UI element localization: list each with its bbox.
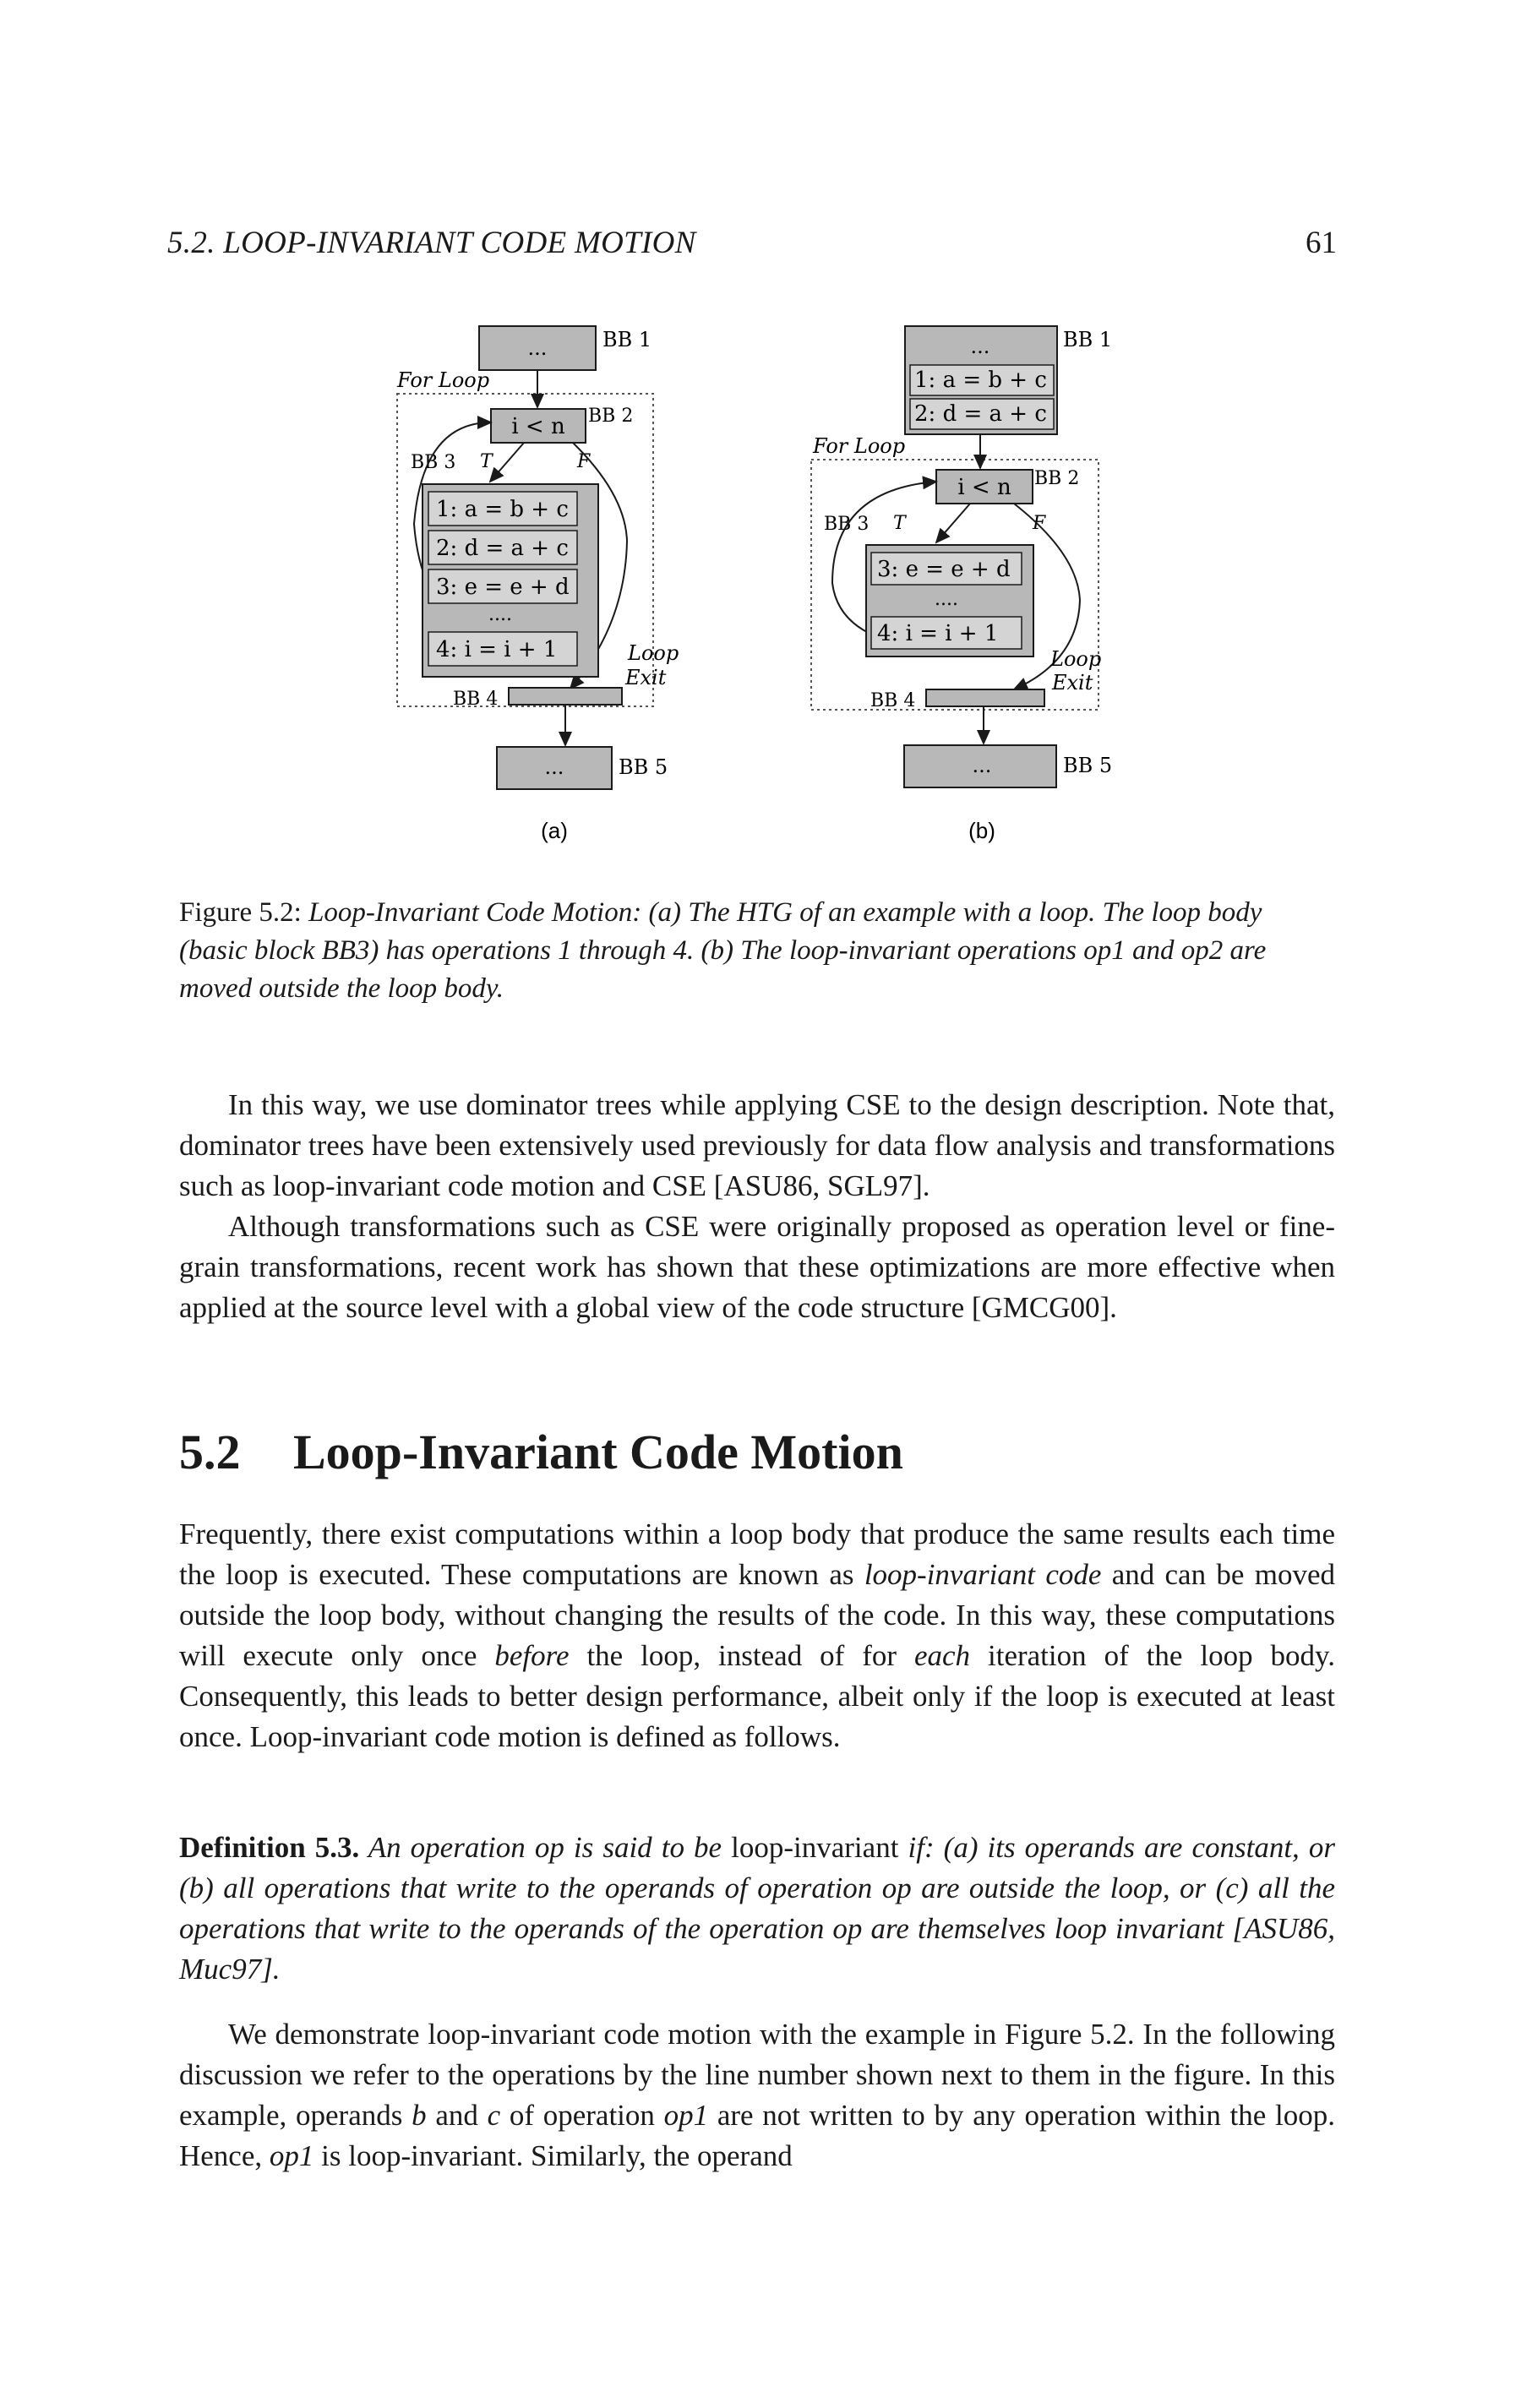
section-title: Loop-Invariant Code Motion — [293, 1425, 903, 1479]
a-bb4-label: BB 4 — [453, 689, 499, 710]
b-bb3-label: BB 3 — [824, 514, 870, 535]
a-bb1-content: ... — [527, 336, 548, 360]
b-bb1-op-1: 1: a = b + c — [914, 368, 1047, 393]
paragraph-example: We demonstrate loop-invariant code motion with the example in Figure 5.2. In the following discussion we refer to the operations by the line number shown next to them in the figure. In this example, operands b and c of operation op1 are not written to by any operation within the loop. Hence, op1 is loop-invariant. Similarly, the operand — [179, 2018, 1335, 2172]
b-for-loop-label: For Loop — [813, 434, 906, 458]
a-bb4-block — [509, 688, 622, 705]
definition-term: loop-invariant — [731, 1831, 899, 1864]
a-loop-exit-1: Loop — [628, 641, 679, 665]
a-op-1: 1: a = b + c — [436, 497, 569, 522]
b-true-label: T — [893, 513, 906, 534]
section-number: 5.2 — [179, 1425, 241, 1479]
paragraph-cse-source-level: Although transformations such as CSE were originally proposed as operation level or fine-grain transformations, recent work has shown that these optimizations are more effective when applied at the source level with a global view of the code structure [GMCG00]. — [179, 1210, 1335, 1324]
paragraph-loop-invariant-intro: Frequently, there exist computations within a loop body that produce the same results each time the loop is executed. These computations are known as loop-invariant code and can be moved outside the loop body, without changing the results of the code. In this way, these computations will execute only once before the loop, instead of for each iteration of the loop body. Consequently, this leads to better design performance, albeit only if the loop is executed at least once. Loop-invariant code motion is defined as follows. — [179, 1517, 1335, 1753]
b-false-label: F — [1033, 513, 1046, 534]
a-bb3-label: BB 3 — [411, 452, 456, 473]
b-bb1-op-2: 2: d = a + c — [914, 401, 1047, 427]
a-true-label: T — [480, 451, 493, 472]
a-false-label: F — [577, 451, 591, 472]
b-loop-exit-1: Loop — [1050, 647, 1102, 671]
a-op-3: 3: e = e + d — [436, 575, 570, 600]
a-for-loop-label: For Loop — [397, 368, 490, 392]
figure-caption — [179, 894, 1335, 1008]
definition-5-3: Definition 5.3. An operation op is said to be loop-invariant if: (a) its operands are constant, or (b) all operations that write to the operands of operation op are outside the loop, or (c) all the operations that write to the operands of the operation op are themselves loop invariant [ASU86, Muc97]. — [179, 1831, 1335, 1986]
subfigure-b — [811, 326, 1112, 843]
a-op-ellipsis: .... — [488, 604, 512, 625]
a-bb2-condition: i < n — [511, 414, 565, 439]
b-loop-exit-2: Exit — [1052, 671, 1093, 695]
caption-label: Figure 5.2: — [179, 897, 302, 928]
b-bb4-label: BB 4 — [870, 690, 916, 711]
b-subfigure-label: (b) — [968, 818, 995, 843]
subfigure-a — [396, 326, 679, 843]
b-bb4-block — [926, 689, 1044, 706]
definition-label: Definition 5.3. — [179, 1831, 360, 1864]
text-block-section — [179, 1514, 1335, 1757]
a-op-2: 2: d = a + c — [436, 536, 569, 561]
text-block-intro — [179, 1085, 1335, 1328]
a-bb1-label: BB 1 — [602, 328, 652, 351]
a-subfigure-label: (a) — [541, 818, 568, 843]
running-header: 5.2. LOOP-INVARIANT CODE MOTION — [167, 226, 696, 260]
section-heading — [179, 1424, 903, 1480]
text-block-example — [179, 2014, 1335, 2176]
a-bb2-label: BB 2 — [588, 406, 634, 427]
b-bb5-label: BB 5 — [1063, 754, 1113, 777]
a-bb5-label: BB 5 — [619, 755, 668, 779]
b-bb2-label: BB 2 — [1034, 468, 1080, 489]
a-op-4: 4: i = i + 1 — [436, 637, 558, 662]
a-bb5-content: ... — [544, 755, 564, 779]
b-bb1-op-ellipsis: ... — [970, 335, 990, 358]
b-bb1-label: BB 1 — [1063, 328, 1113, 351]
b-bb5-content: ... — [972, 754, 992, 777]
caption-text: Loop-Invariant Code Motion: (a) The HTG of an example with a loop. The loop body (basic block BB3) has operations 1 through 4. (b) The loop-invariant operations op1 and op2 are moved outside the loop body. — [179, 897, 1267, 1004]
paragraph-dominator-trees: In this way, we use dominator trees while applying CSE to the design description. Note that, dominator trees have been extensively used previously for data flow analysis and transformations such as loop-invariant code motion and CSE [ASU86, SGL97]. — [179, 1088, 1335, 1202]
a-loop-exit-2: Exit — [625, 666, 667, 689]
b-op-4: 4: i = i + 1 — [877, 621, 999, 646]
page-number: 61 — [1306, 226, 1337, 260]
b-op-3: 3: e = e + d — [877, 557, 1011, 582]
figure-5-2 — [372, 313, 1200, 862]
b-bb2-condition: i < n — [957, 475, 1011, 500]
b-op-ellipsis: .... — [935, 589, 958, 610]
